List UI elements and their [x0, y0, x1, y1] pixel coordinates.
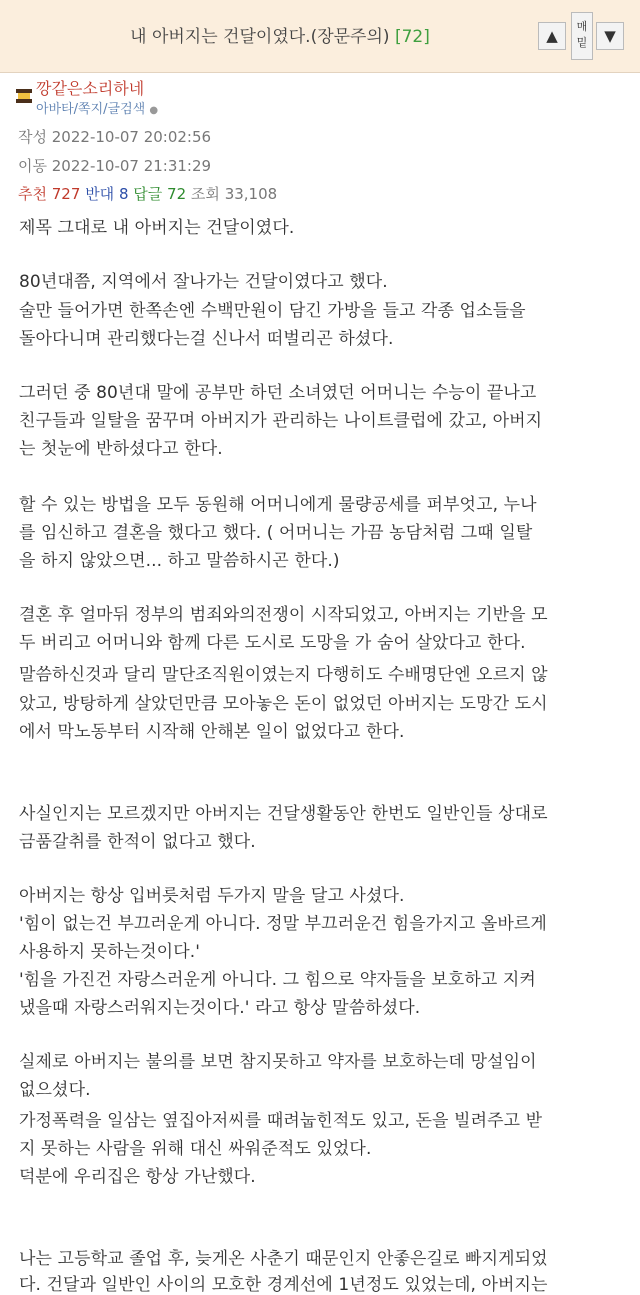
- body-line: 두 버리고 어머니와 함께 다른 도시로 도망을 가 숨어 살았다고 한다.: [19, 633, 526, 653]
- body-line: 았고, 방탕하게 살았던만큼 모아놓은 돈이 없었던 아버지는 도망간 도시: [19, 694, 548, 714]
- body-line: 에서 막노동부터 시작해 안해본 일이 없었다고 한다.: [19, 722, 405, 742]
- recommend-label: 추천: [18, 185, 47, 203]
- post-header-bar: [0, 0, 640, 73]
- post-reply-count[interactable]: [72]: [394, 27, 430, 47]
- written-date-row: [18, 126, 211, 147]
- body-line: 사용하지 못하는것이다.': [19, 942, 201, 962]
- body-line: 제목 그대로 내 아버지는 건달이였다.: [19, 218, 295, 238]
- body-line: 돌아다니며 관리했다는걸 신나서 떠벌리곤 하셨다.: [19, 329, 394, 349]
- previous-post-button[interactable]: [538, 22, 566, 50]
- written-label: 작성: [18, 128, 47, 146]
- body-line: 결혼 후 얼마뒤 정부의 범죄와의전쟁이 시작되었고, 아버지는 기반을 모: [19, 605, 548, 625]
- body-line: 을 하지 않았으면... 하고 말씀하시곤 한다.): [19, 551, 340, 571]
- body-line: 친구들과 일탈을 꿈꾸며 아버지가 관리하는 나이트클럽에 갔고, 아버지: [19, 411, 543, 431]
- body-line: 금품갈취를 한적이 없다고 했다.: [19, 832, 256, 852]
- body-line: 는 첫눈에 반하셨다고 한다.: [19, 439, 223, 459]
- body-line: 덕분에 우리집은 항상 가난했다.: [19, 1167, 256, 1187]
- body-line: 말씀하신것과 달리 말단조직원이였는지 다행히도 수배명단엔 오르지 않: [19, 665, 548, 685]
- stats-row: [18, 183, 277, 204]
- post-title-text: 내 아버지는 건달이였다.(장문주의): [130, 27, 390, 47]
- moved-date-row: [18, 155, 211, 176]
- body-line: 아버지는 항상 입버릇처럼 두가지 말을 달고 사셨다.: [19, 886, 405, 906]
- status-dot-icon: ●: [149, 105, 159, 116]
- body-line: 사실인지는 모르겠지만 아버지는 건달생활동안 한번도 일반인들 상대로: [19, 804, 548, 824]
- against-count: 8: [118, 185, 129, 203]
- author-links[interactable]: [36, 98, 158, 117]
- body-line: 없으셨다.: [19, 1080, 91, 1100]
- author-level-icon: [16, 88, 32, 102]
- body-line: 다. 건달과 일반인 사이의 모호한 경계선에 1년정도 있었는데, 아버지는: [19, 1275, 548, 1295]
- next-post-button[interactable]: [596, 22, 624, 50]
- against-label: 반대: [85, 185, 115, 203]
- written-date: 2022-10-07 20:02:56: [51, 128, 212, 146]
- body-line: 냈을때 자랑스러워지는것이다.' 라고 항상 말씀하셨다.: [19, 998, 421, 1018]
- view-label: 조회: [190, 185, 220, 203]
- body-line: 80년대쯤, 지역에서 잘나가는 건달이였다고 했다.: [19, 272, 388, 292]
- body-line: 할 수 있는 방법을 모두 동원해 어머니에게 물량공세를 퍼부엇고, 누나: [19, 495, 537, 515]
- top-bottom-button[interactable]: [571, 12, 593, 60]
- body-line: 가정폭력을 일삼는 옆집아저씨를 때려눕힌적도 있고, 돈을 빌려주고 받: [19, 1111, 543, 1131]
- top-button-label: 매: [576, 20, 588, 33]
- reply-count: 72: [167, 185, 187, 203]
- recommend-count: 727: [51, 185, 81, 203]
- triangle-down-icon: ▼: [604, 27, 616, 45]
- moved-date: 2022-10-07 21:31:29: [51, 157, 212, 175]
- body-line: '힘이 없는건 부끄러운게 아니다. 정말 부끄러운건 힘을가지고 올바르게: [19, 914, 547, 934]
- author-links-text[interactable]: 아바타/쪽지/글검색: [36, 102, 146, 117]
- author-info: [16, 76, 416, 116]
- moved-label: 이동: [18, 157, 47, 175]
- body-line: 를 임신하고 결혼을 했다고 했다. ( 어머니는 가끔 농담처럼 그때 일탈: [19, 523, 533, 543]
- reply-label: 답글: [133, 185, 163, 203]
- view-count: 33,108: [224, 185, 278, 203]
- body-line: 술만 들어가면 한쪽손엔 수백만원이 담긴 가방을 들고 각종 업소들을: [19, 301, 526, 321]
- body-line: '힘을 가진건 자랑스러운게 아니다. 그 힘으로 약자들을 보호하고 지켜: [19, 970, 536, 990]
- author-name[interactable]: 깡같은소리하네: [36, 79, 145, 98]
- bottom-button-label: 밑: [576, 36, 588, 49]
- body-line: 나는 고등학교 졸업 후, 늦게온 사춘기 때문인지 안좋은길로 빠지게되었: [19, 1249, 548, 1269]
- post-title: [0, 22, 560, 47]
- body-line: 실제로 아버지는 불의를 보면 참지못하고 약자를 보호하는데 망설임이: [19, 1052, 537, 1072]
- body-line: 그러던 중 80년대 말에 공부만 하던 소녀였던 어머니는 수능이 끝나고: [19, 383, 537, 403]
- body-line: 지 못하는 사람을 위해 대신 싸워준적도 있었다.: [19, 1139, 372, 1159]
- triangle-up-icon: ▲: [546, 27, 558, 45]
